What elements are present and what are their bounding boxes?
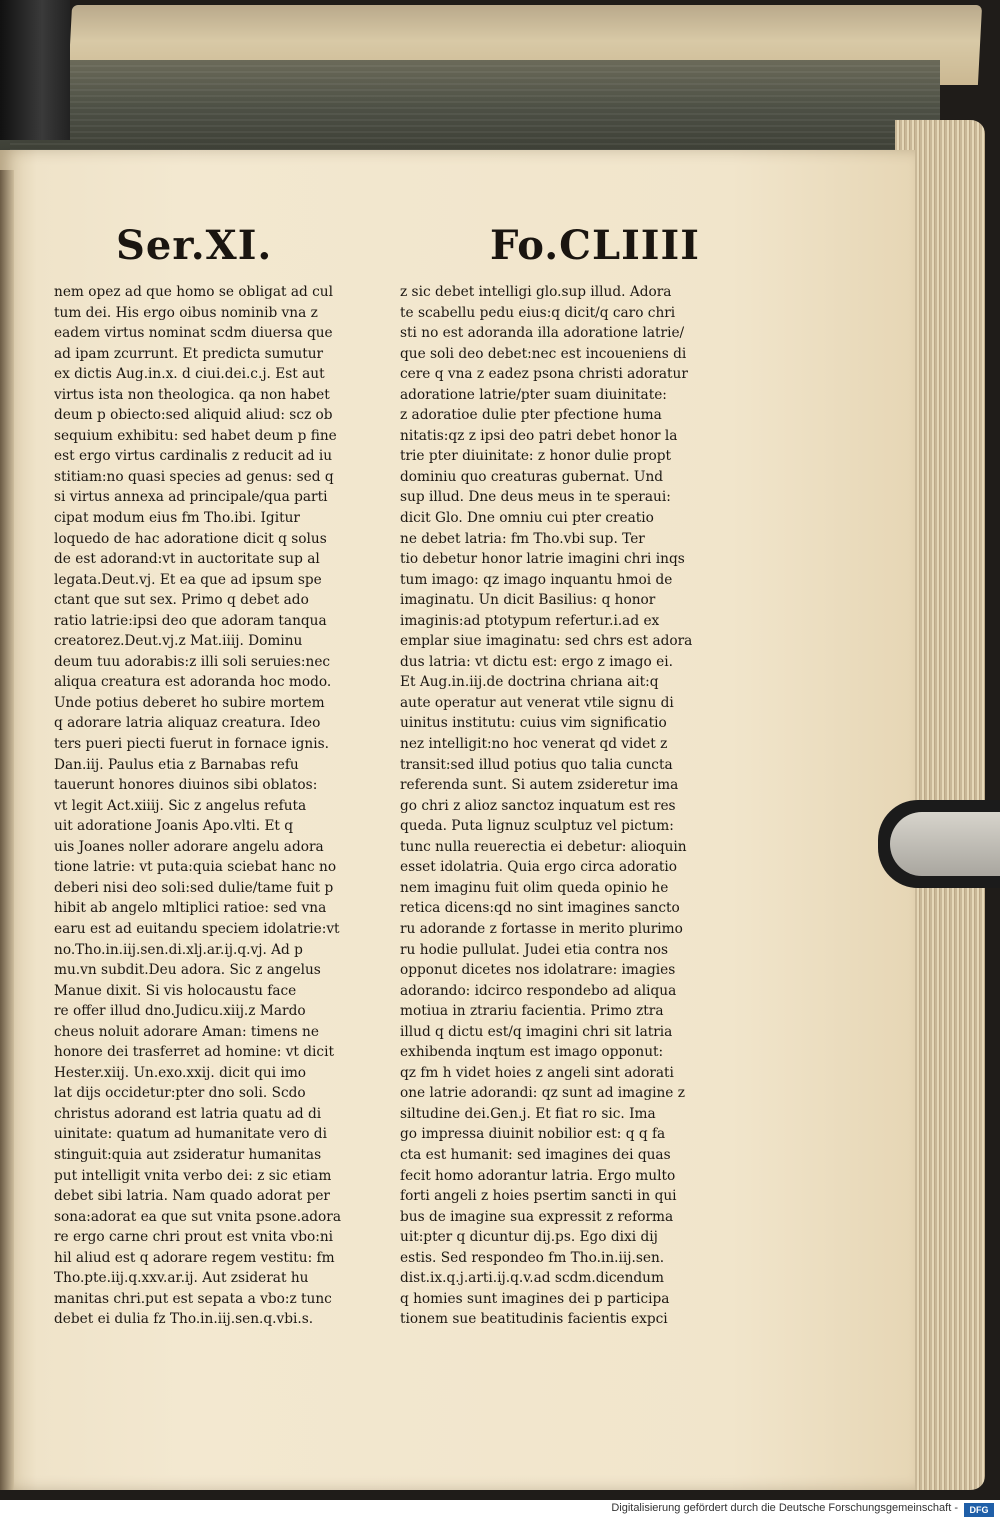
text-line: si virtus annexa ad principale/qua parti bbox=[54, 489, 328, 506]
text-line: transit:sed illud potius quo talia cuncta bbox=[400, 756, 673, 773]
text-line: sona:adorat ea que sut vnita psone.adora bbox=[54, 1208, 341, 1225]
text-line: legata.Deut.vj. Et ea que ad ipsum spe bbox=[54, 571, 322, 588]
text-line: cta est humanit: sed imagines dei quas bbox=[400, 1146, 671, 1163]
text-line: nem imaginu fuit olim queda opinio he bbox=[400, 879, 669, 896]
text-line: est ergo virtus cardinalis z reducit ad iu bbox=[54, 448, 333, 465]
text-line: tum imago: qz imago inquantu hmoi de bbox=[400, 571, 673, 588]
text-line: hibit ab angelo mltiplici ratioe: sed vna bbox=[54, 900, 327, 917]
text-line: Manue dixit. Si vis holocaustu face bbox=[54, 982, 297, 999]
text-line: forti angeli z hoies psertim sancti in qui bbox=[400, 1188, 677, 1205]
text-line: te scabellu pedu eius:q dicit/q caro chri bbox=[400, 304, 676, 321]
text-line: ad ipam zcurrunt. Et predicta sumutur bbox=[54, 345, 324, 362]
text-line: fecit homo adorantur latria. Ergo multo bbox=[400, 1167, 676, 1184]
text-line: Tho.pte.iij.q.xxv.ar.ij. Aut zsiderat hu bbox=[54, 1270, 309, 1287]
text-line: go chri z alioz sanctoz inquatum est res bbox=[400, 797, 676, 814]
text-line: que soli deo debet:nec est incoueniens di bbox=[400, 345, 687, 362]
text-line: cheus noluit adorare Aman: timens ne bbox=[54, 1023, 319, 1040]
text-line: aliqua creatura est adoranda hoc modo. bbox=[54, 674, 332, 691]
dfg-logo: DFG bbox=[964, 1503, 994, 1517]
text-line: tum dei. His ergo oibus nominib vna z bbox=[54, 304, 318, 321]
text-line: illud q dictu est/q imagini chri sit latria bbox=[400, 1023, 673, 1040]
text-line: stitiam:no quasi species ad genus: sed q bbox=[54, 468, 334, 485]
text-line: z adoratioe dulie pter pfectione huma bbox=[400, 407, 662, 424]
text-line: tionem sue beatitudinis facientis expci bbox=[400, 1311, 668, 1328]
running-header-left: Ser.XI. bbox=[116, 222, 273, 269]
page-clip-inner bbox=[890, 812, 1000, 876]
text-line: deberi nisi deo soli:sed dulie/tame fuit p bbox=[54, 879, 334, 896]
folio-number: Fo.CLIIII bbox=[490, 222, 700, 269]
text-line: q homies sunt imagines dei p participa bbox=[400, 1290, 670, 1307]
text-line: q adorare latria aliquaz creatura. Ideo bbox=[54, 715, 321, 732]
cover-texture bbox=[10, 65, 940, 150]
text-line: re ergo carne chri prout est vnita vbo:ni bbox=[54, 1229, 334, 1246]
text-line: cere q vna z eadez psona christi adoratur bbox=[400, 366, 688, 383]
text-line: put intelligit vnita verbo dei: z sic etiam bbox=[54, 1167, 332, 1184]
text-line: estis. Sed respondeo fm Tho.in.iij.sen. bbox=[400, 1249, 665, 1266]
text-line: adoratione latrie/pter suam diuinitate: bbox=[400, 386, 667, 403]
text-line: qz fm h videt hoies z angeli sint adorati bbox=[400, 1064, 674, 1081]
footer-bar bbox=[0, 1500, 1000, 1520]
text-line: stinguit:quia aut zsideratur humanitas bbox=[54, 1146, 322, 1163]
text-line: Dan.iij. Paulus etia z Barnabas refu bbox=[54, 756, 299, 773]
text-line: dominiu quo creaturas gubernat. Und bbox=[400, 468, 664, 485]
text-line: tione latrie: vt puta:quia sciebat hanc no bbox=[54, 859, 337, 876]
text-line: ru hodie pullulat. Judei etia contra nos bbox=[400, 941, 668, 958]
text-line: uit adoratione Joanis Apo.vlti. Et q bbox=[54, 818, 294, 835]
text-line: nem opez ad que homo se obligat ad cul bbox=[54, 284, 333, 300]
text-line: dist.ix.q.j.arti.ij.q.v.ad scdm.dicendum bbox=[400, 1270, 664, 1287]
text-line: ne debet latria: fm Tho.vbi sup. Ter bbox=[400, 530, 645, 547]
text-line: dus latria: vt dictu est: ergo z imago ei. bbox=[400, 653, 673, 670]
text-line: sequium exhibitu: sed habet deum p fine bbox=[54, 427, 337, 444]
text-line: ctant que sut sex. Primo q debet ado bbox=[54, 592, 309, 609]
text-line: bus de imagine sua expressit z reforma bbox=[400, 1208, 674, 1225]
text-line: eadem virtus nominat scdm diuersa que bbox=[54, 325, 333, 342]
text-line: uinitus institutu: cuius vim significatio bbox=[400, 715, 667, 732]
text-line: z sic debet intelligi glo.sup illud. Adora bbox=[400, 284, 672, 300]
text-line: ters pueri piecti fuerut in fornace ignis. bbox=[54, 736, 329, 753]
text-line: christus adorand est latria quatu ad di bbox=[54, 1105, 322, 1122]
text-line: nez intelligit:no hoc venerat qd videt z bbox=[400, 736, 668, 753]
left-page-edge bbox=[0, 170, 14, 1490]
text-line: loquedo de hac adoratione dicit q solus bbox=[54, 530, 327, 547]
text-line: nitatis:qz z ipsi deo patri debet honor la bbox=[400, 427, 678, 444]
text-line: honore dei trasferret ad homine: vt dicit bbox=[54, 1044, 334, 1061]
text-line: siltudine dei.Gen.j. Et fiat ro sic. Ima bbox=[400, 1105, 656, 1122]
text-line: go impressa diuinit nobilior est: q q fa bbox=[400, 1126, 666, 1143]
text-line: uinitate: quatum ad humanitate vero di bbox=[54, 1126, 327, 1143]
text-line: exhibenda inqtum est imago opponut: bbox=[400, 1044, 664, 1061]
text-line: retica dicens:qd no sint imagines sancto bbox=[400, 900, 680, 917]
text-line: referenda sunt. Si autem zsideretur ima bbox=[400, 777, 679, 794]
text-line: Et Aug.in.iij.de doctrina chriana ait:q bbox=[400, 674, 659, 691]
text-line: cipat modum eius fm Tho.ibi. Igitur bbox=[54, 510, 300, 527]
text-line: no.Tho.in.iij.sen.di.xlj.ar.ij.q.vj. Ad p bbox=[54, 941, 303, 958]
text-line: esset idolatria. Quia ergo circa adoratio bbox=[400, 859, 677, 876]
text-line: Hester.xiij. Un.exo.xxij. dicit qui imo bbox=[54, 1064, 307, 1081]
text-line: sup illud. Dne deus meus in te speraui: bbox=[400, 489, 671, 506]
text-line: lat dijs occidetur:pter dno soli. Scdo bbox=[54, 1085, 306, 1102]
text-line: queda. Puta lignuz sculptuz vel pictum: bbox=[400, 818, 674, 835]
text-line: mu.vn subdit.Deu adora. Sic z angelus bbox=[54, 962, 321, 979]
text-line: deum tuu adorabis:z illi soli seruies:nec bbox=[54, 653, 331, 670]
text-line: de est adorand:vt in auctoritate sup al bbox=[54, 551, 320, 568]
text-line: imaginatu. Un dicit Basilius: q honor bbox=[400, 592, 656, 609]
text-line: trie pter diuinitate: z honor dulie propt bbox=[400, 448, 672, 465]
text-line: earu est ad euitandu speciem idolatrie:vt bbox=[54, 920, 340, 937]
text-line: manitas chri.put est sepata a vbo:z tunc bbox=[54, 1290, 332, 1307]
text-line: uis Joanes noller adorare angelu adora bbox=[54, 838, 324, 855]
text-line: re offer illud dno.Judicu.xiij.z Mardo bbox=[54, 1003, 306, 1020]
text-line: tauerunt honores diuinos sibi oblatos: bbox=[54, 777, 318, 794]
text-line: deum p obiecto:sed aliquid aliud: scz ob bbox=[54, 407, 333, 424]
text-line: ex dictis Aug.in.x. d ciui.dei.c.j. Est aut bbox=[54, 366, 325, 383]
text-line: uit:pter q dicuntur dij.ps. Ego dixi dij bbox=[400, 1229, 658, 1246]
text-line: tunc nulla reuerectia ei debetur: alioquin bbox=[400, 838, 687, 855]
text-line: imaginis:ad ptotypum refertur.i.ad ex bbox=[400, 612, 660, 629]
text-line: ratio latrie:ipsi deo que adoram tanqua bbox=[54, 612, 327, 629]
text-line: aute operatur aut venerat vtile signu di bbox=[400, 694, 674, 711]
text-line: one latrie adorandi: qz sunt ad imagine z bbox=[400, 1085, 685, 1102]
text-line: virtus ista non theologica. qa non habet bbox=[54, 386, 330, 403]
text-line: motiua in ztrariu facientia. Primo ztra bbox=[400, 1003, 664, 1020]
text-line: creatorez.Deut.vj.z Mat.iiij. Dominu bbox=[54, 633, 303, 650]
text-line: hil aliud est q adorare regem vestitu: fm bbox=[54, 1249, 335, 1266]
text-column-right bbox=[400, 282, 765, 1330]
text-line: opponut dicetes nos idolatrare: imagies bbox=[400, 962, 676, 979]
funding-credit: Digitalisierung gefördert durch die Deutsche Forschungsgemeinschaft - bbox=[611, 1502, 958, 1514]
text-line: adorando: idcirco respondebo ad aliqua bbox=[400, 982, 677, 999]
text-line: dicit Glo. Dne omniu cui pter creatio bbox=[400, 510, 654, 527]
book-spine bbox=[0, 0, 70, 140]
text-line: ru adorande z fortasse in merito plurimo bbox=[400, 920, 683, 937]
text-line: emplar siue imaginatu: sed chrs est adora bbox=[400, 633, 693, 650]
text-column-left bbox=[54, 282, 399, 1330]
text-line: debet ei dulia fz Tho.in.iij.sen.q.vbi.s. bbox=[54, 1311, 314, 1328]
text-line: Unde potius deberet ho subire mortem bbox=[54, 694, 325, 711]
text-line: vt legit Act.xiiij. Sic z angelus refuta bbox=[54, 797, 307, 814]
text-line: sti no est adoranda illa adoratione latrie/ bbox=[400, 325, 685, 342]
text-line: debet sibi latria. Nam quado adorat per bbox=[54, 1188, 330, 1205]
text-line: tio debetur honor latrie imagini chri inqs bbox=[400, 551, 685, 568]
